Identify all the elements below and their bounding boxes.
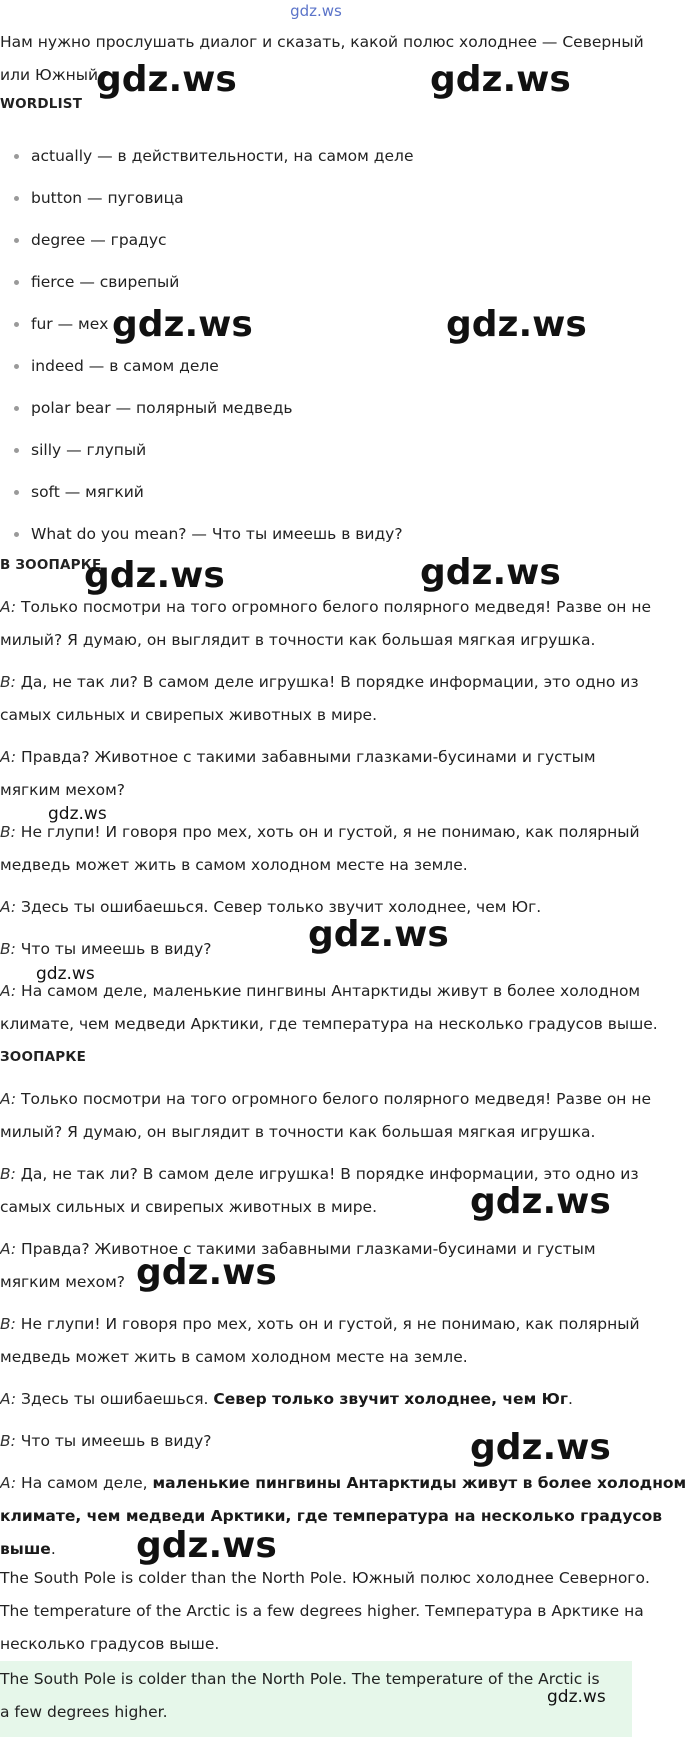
watermark: gdz.ws [112, 304, 253, 345]
answer-emphasis: Север только звучит холоднее, чем Юг [213, 1390, 568, 1408]
dialog-line: A: На самом деле, маленькие пингвины Антарктиды живут в более холодном [0, 982, 641, 1000]
dialog-line: B: Да, не так ли? В самом деле игрушка! В порядке информации, это одно из [0, 673, 639, 691]
dialog-line: милый? Я думаю, он выглядит в точности как большая мягкая игрушка. [0, 631, 596, 649]
dialog-line: медведь может жить в самом холодном месте на земле. [0, 1348, 468, 1366]
answer-emphasis: маленькие пингвины Антарктиды живут в более холодном [152, 1474, 686, 1492]
watermark: gdz.ws [470, 1181, 611, 1222]
watermark: gdz.ws [136, 1252, 277, 1293]
watermark: gdz.ws [430, 59, 571, 100]
wordlist-item: silly — глупый [14, 434, 146, 467]
wordlist-item: fur — мех [14, 308, 108, 341]
watermark: gdz.ws [547, 1687, 606, 1707]
bullet-icon [14, 280, 19, 285]
answer-emphasis: климате, чем медведи Арктики, где температура на несколько градусов [0, 1507, 663, 1525]
answer-line: The South Pole is colder than the North Pole. Южный полюс холоднее Северного. [0, 1569, 650, 1587]
dialog-line: медведь может жить в самом холодном месте на земле. [0, 856, 468, 874]
dialog-line: A: Правда? Животное с такими забавными глазками-бусинами и густым [0, 1240, 596, 1258]
speaker-label: B: [0, 940, 16, 958]
highlight-line: a few degrees higher. [0, 1703, 168, 1721]
watermark: gdz.ws [446, 304, 587, 345]
intro-line-1: Нам нужно прослушать диалог и сказать, какой полюс холоднее — Северный [0, 33, 644, 51]
dialog-line: самых сильных и свирепых животных в мире. [0, 1198, 378, 1216]
wordlist-item: polar bear — полярный медведь [14, 392, 293, 425]
speaker-label: B: [0, 673, 16, 691]
bullet-icon [14, 406, 19, 411]
top-watermark: gdz.ws [290, 2, 342, 20]
speaker-label: B: [0, 1165, 16, 1183]
dialog-line: A: Здесь ты ошибаешься. Север только звучит холоднее, чем Юг. [0, 1390, 573, 1408]
dialog-line: B: Не глупи! И говоря про мех, хоть он и густой, я не понимаю, как полярный [0, 1315, 640, 1333]
dialog-line: A: Правда? Животное с такими забавными глазками-бусинами и густым [0, 748, 596, 766]
speaker-label: A: [0, 1090, 17, 1108]
wordlist-item: actually — в действительности, на самом деле [14, 140, 413, 173]
intro-line-2: или Южный. [0, 66, 104, 84]
bullet-icon [14, 448, 19, 453]
speaker-label: A: [0, 748, 17, 766]
bullet-icon [14, 196, 19, 201]
dialog-line: милый? Я думаю, он выглядит в точности как большая мягкая игрушка. [0, 1123, 596, 1141]
bullet-icon [14, 364, 19, 369]
watermark: gdz.ws [96, 59, 237, 100]
dialog-line: B: Что ты имеешь в виду? [0, 1432, 212, 1450]
speaker-label: A: [0, 898, 17, 916]
watermark: gdz.ws [420, 552, 561, 593]
speaker-label: A: [0, 1240, 17, 1258]
dialog-line: мягким мехом? [0, 1273, 126, 1291]
dialog-line: A: На самом деле, маленькие пингвины Антарктиды живут в более холодном [0, 1474, 686, 1492]
wordlist-item: button — пуговица [14, 182, 184, 215]
highlight-line: The South Pole is colder than the North Pole. The temperature of the Arctic is [0, 1670, 600, 1688]
dialog-line: A: Только посмотри на того огромного белого полярного медведя! Разве он не [0, 598, 652, 616]
dialog-line: B: Не глупи! И говоря про мех, хоть он и густой, я не понимаю, как полярный [0, 823, 640, 841]
speaker-label: A: [0, 598, 17, 616]
watermark: gdz.ws [308, 914, 449, 955]
bullet-icon [14, 322, 19, 327]
answer-emphasis: выше [0, 1540, 51, 1558]
dialog-line: B: Что ты имеешь в виду? [0, 940, 212, 958]
watermark: gdz.ws [36, 964, 95, 984]
watermark: gdz.ws [48, 804, 107, 824]
watermark: gdz.ws [470, 1427, 611, 1468]
dialog-line: выше. [0, 1540, 56, 1558]
watermark: gdz.ws [84, 555, 225, 596]
speaker-label: B: [0, 1432, 16, 1450]
dialog-line [0, 1500, 663, 1533]
wordlist-item: soft — мягкий [14, 476, 144, 509]
dialog-line: климате, чем медведи Арктики, где температура на несколько градусов выше. [0, 1015, 658, 1033]
wordlist-item: indeed — в самом деле [14, 350, 219, 383]
answer-line: The temperature of the Arctic is a few degrees higher. Температура в Арктике на [0, 1602, 644, 1620]
wordlist-item: fierce — свирепый [14, 266, 179, 299]
wordlist-heading: WORDLIST [0, 96, 83, 112]
bullet-icon [14, 490, 19, 495]
section-heading-zoo-2: ЗООПАРКЕ [0, 1049, 87, 1065]
speaker-label: A: [0, 982, 17, 1000]
wordlist-item: What do you mean? — Что ты имеешь в виду? [14, 518, 403, 551]
wordlist-item: degree — градус [14, 224, 167, 257]
bullet-icon [14, 532, 19, 537]
speaker-label: A: [0, 1474, 17, 1492]
bullet-icon [14, 154, 19, 159]
dialog-line: B: Да, не так ли? В самом деле игрушка! В порядке информации, это одно из [0, 1165, 639, 1183]
dialog-line: мягким мехом? [0, 781, 126, 799]
bullet-icon [14, 238, 19, 243]
dialog-line: A: Здесь ты ошибаешься. Север только звучит холоднее, чем Юг. [0, 898, 542, 916]
speaker-label: B: [0, 1315, 16, 1333]
speaker-label: A: [0, 1390, 17, 1408]
dialog-line: самых сильных и свирепых животных в мире. [0, 706, 378, 724]
dialog-line: A: Только посмотри на того огромного белого полярного медведя! Разве он не [0, 1090, 652, 1108]
section-heading-zoo: В ЗООПАРКЕ [0, 557, 102, 573]
answer-line: несколько градусов выше. [0, 1635, 220, 1653]
watermark: gdz.ws [136, 1525, 277, 1566]
speaker-label: B: [0, 823, 16, 841]
